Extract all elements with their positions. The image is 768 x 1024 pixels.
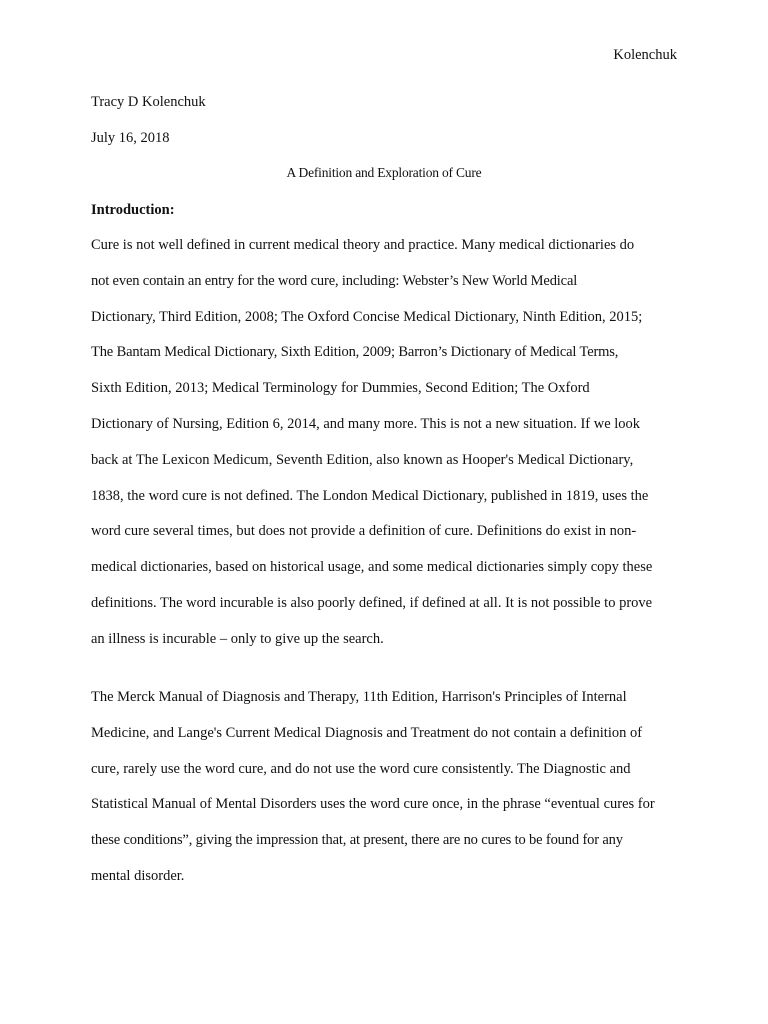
- paragraph-line: The Merck Manual of Diagnosis and Therapy, 11th Edition, Harrison's Principles of Internal: [91, 689, 627, 705]
- paragraph-line: mental disorder.: [91, 867, 185, 884]
- paragraph-line: Statistical Manual of Mental Disorders uses the word cure once, in the phrase “eventual cures for: [91, 796, 655, 813]
- paragraph-line: medical dictionaries, based on historical usage, and some medical dictionaries simply copy these: [91, 559, 653, 576]
- paragraph-line: The Bantam Medical Dictionary, Sixth Edition, 2009; Barron’s Dictionary of Medical Terms,: [91, 344, 619, 361]
- paragraph-line: definitions. The word incurable is also poorly defined, if defined at all. It is not possible to prove: [91, 594, 653, 611]
- paragraph-line: 1838, the word cure is not defined. The London Medical Dictionary, published in 1819, uses the: [91, 487, 649, 504]
- running-head: Kolenchuk: [613, 47, 677, 63]
- paragraph-line: Dictionary, Third Edition, 2008; The Oxford Concise Medical Dictionary, Ninth Edition, 2015;: [91, 308, 643, 325]
- section-heading: Introduction:: [91, 202, 175, 218]
- paragraph-1: [91, 235, 677, 665]
- paragraph-line: back at The Lexicon Medicum, Seventh Edition, also known as Hooper's Medical Dictionary,: [91, 451, 634, 468]
- paragraph-2: [91, 687, 677, 902]
- paragraph-line: Medicine, and Lange's Current Medical Diagnosis and Treatment do not contain a definition of: [91, 724, 643, 741]
- paragraph-line: cure, rarely use the word cure, and do not use the word cure consistently. The Diagnostic and: [91, 760, 631, 777]
- author-line: Tracy D Kolenchuk: [91, 94, 206, 110]
- paragraph-line: Dictionary of Nursing, Edition 6, 2014, and many more. This is not a new situation. If we look: [91, 415, 641, 432]
- date-line: July 16, 2018: [91, 130, 170, 146]
- paragraph-line: an illness is incurable – only to give up the search.: [91, 630, 384, 647]
- paragraph-line: word cure several times, but does not provide a definition of cure. Definitions do exist in non-: [91, 523, 637, 540]
- paragraph-line: Cure is not well defined in current medical theory and practice. Many medical dictionaries do: [91, 237, 635, 253]
- paragraph-line: these conditions”, giving the impression that, at present, there are no cures to be found for any: [91, 832, 623, 849]
- paragraph-line: Sixth Edition, 2013; Medical Terminology for Dummies, Second Edition; The Oxford: [91, 380, 590, 397]
- document-title: A Definition and Exploration of Cure: [286, 165, 482, 180]
- paragraph-line: not even contain an entry for the word cure, including: Webster’s New World Medical: [91, 272, 578, 289]
